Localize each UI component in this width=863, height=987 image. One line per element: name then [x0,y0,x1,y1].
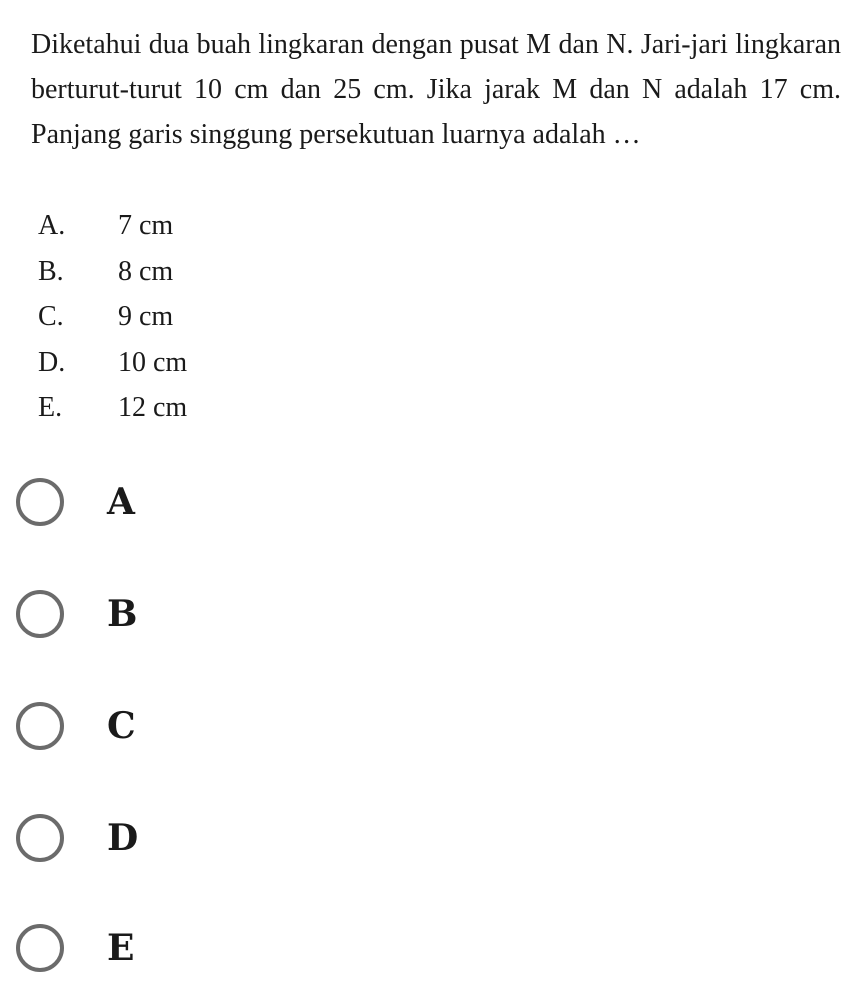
choice-letter: E. [38,392,63,423]
choice-letter: D. [38,346,66,378]
radio-button-a[interactable] [16,478,64,526]
answer-option-label[interactable]: D [107,817,139,859]
answer-option-c[interactable] [16,696,416,756]
answer-option-label[interactable]: C [107,705,137,747]
answer-option-label[interactable]: E [107,927,135,969]
radio-button-e[interactable] [16,924,64,972]
choice-list [38,203,187,431]
answer-option-label[interactable]: A [107,481,136,523]
choice-value: 8 cm [118,255,174,287]
answer-option-label[interactable]: B [107,593,138,635]
choice-value: 12 cm [118,392,188,423]
choice-c [38,294,187,340]
choice-letter: A. [38,210,66,241]
choice-e [38,385,187,431]
choice-value: 9 cm [118,301,174,332]
choice-b [38,249,187,295]
choice-value: 10 cm [118,346,188,378]
choice-letter: C. [38,301,64,332]
radio-button-d[interactable] [16,814,64,862]
choice-value: 7 cm [118,210,174,241]
answer-option-d[interactable] [16,808,416,868]
choice-letter: B. [38,255,64,287]
answer-option-a[interactable] [16,472,416,532]
choice-a [38,203,187,249]
choice-d [38,340,187,386]
radio-button-b[interactable] [16,590,64,638]
question-text: Diketahui dua buah lingkaran dengan pusat M dan N. Jari-jari lingkaran berturut-turut 10 cm dan 25 cm. Jika jarak M dan N adalah 17 cm. Panjang garis singgung persekutuan luarnya adalah … [31,29,841,150]
answer-option-e[interactable] [16,918,416,978]
radio-button-c[interactable] [16,702,64,750]
answer-option-b[interactable] [16,584,416,644]
